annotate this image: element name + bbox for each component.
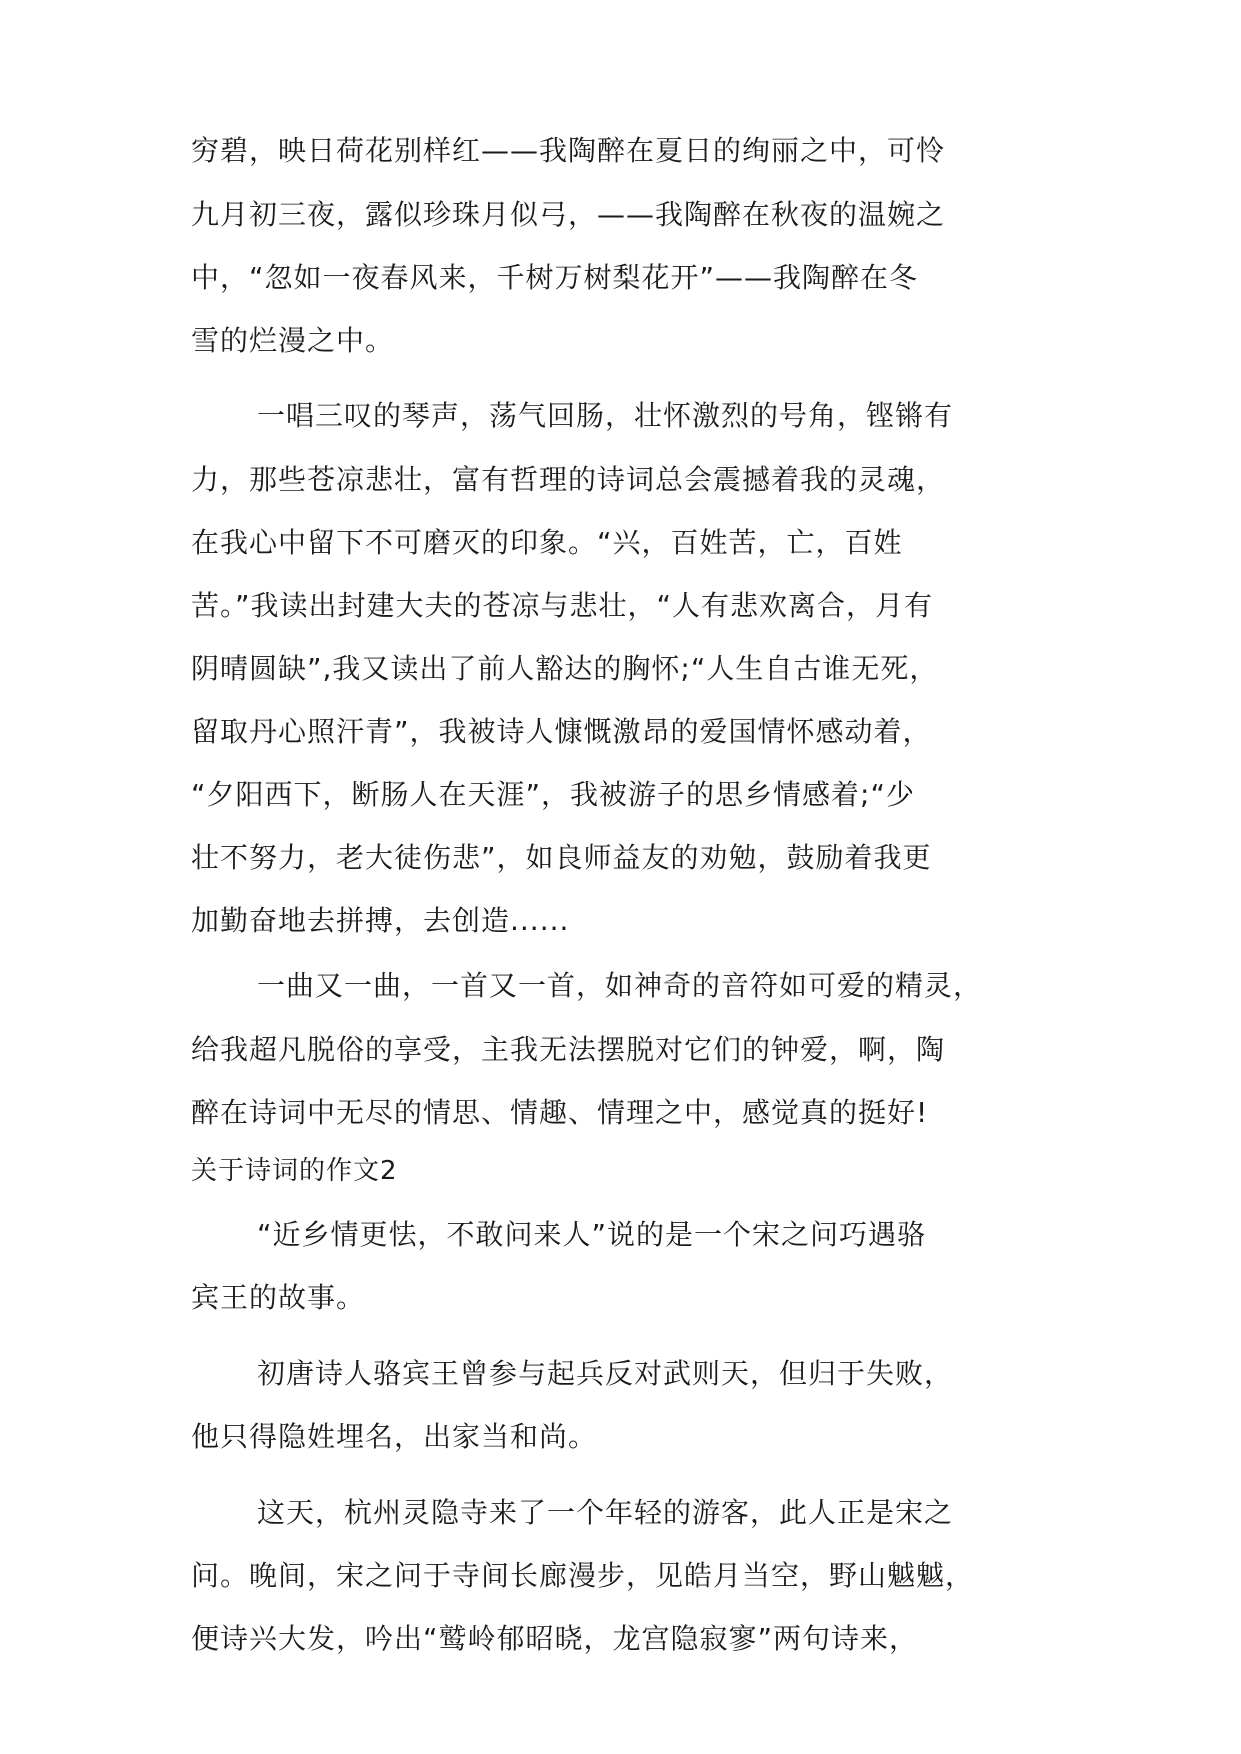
text-line: “夕阳西下，断肠人在天涯”，我被游子的思乡情感着;“少: [191, 778, 915, 811]
text-line: 留取丹心照汗青”，我被诗人慷慨激昂的爱国情怀感动着，: [191, 715, 932, 748]
text-line: 壮不努力，老大徒伤悲”，如良师益友的劝勉，鼓励着我更: [191, 841, 932, 874]
text-line: 力，那些苍凉悲壮，富有哲理的诗词总会震撼着我的灵魂，: [191, 463, 946, 496]
paragraph-first-line: 初唐诗人骆宾王曾参与起兵反对武则天，但归于失败，: [257, 1357, 954, 1390]
text-line: 在我心中留下不可磨灭的印象。“兴，百姓苦，亡，百姓: [191, 526, 903, 559]
text-line: 苦。”我读出封建大夫的苍凉与悲壮，“人有悲欢离合，月有: [191, 589, 934, 622]
text-line: 醉在诗词中无尽的情思、情趣、情理之中，感觉真的挺好!: [191, 1096, 929, 1129]
text-line: 他只得隐姓埋名，出家当和尚。: [191, 1420, 598, 1453]
section-heading: 关于诗词的作文2: [191, 1156, 398, 1186]
text-line: 穷碧，映日荷花别样红——我陶醉在夏日的绚丽之中，可怜: [191, 134, 946, 167]
paragraph-first-line: 一唱三叹的琴声，荡气回肠，壮怀激烈的号角，铿锵有: [257, 399, 954, 432]
text-line: 九月初三夜，露似珍珠月似弓，——我陶醉在秋夜的温婉之: [191, 198, 946, 231]
paragraph-first-line: “近乡情更怯，不敢问来人”说的是一个宋之问巧遇骆: [257, 1218, 927, 1251]
text-line: 加勤奋地去拼搏，去创造......: [191, 904, 570, 937]
text-line: 问。晚间，宋之问于寺间长廊漫步，见皓月当空，野山魆魆，: [191, 1559, 975, 1592]
text-line: 中，“忽如一夜春风来，千树万树梨花开”——我陶醉在冬: [191, 261, 919, 294]
text-line: 便诗兴大发，吟出“鹫岭郁昭晓，龙宫隐寂寥”两句诗来，: [191, 1622, 919, 1655]
paragraph-first-line: 这天，杭州灵隐寺来了一个年轻的游客，此人正是宋之: [257, 1496, 954, 1529]
text-line: 给我超凡脱俗的享受，主我无法摆脱对它们的钟爱，啊，陶: [191, 1033, 946, 1066]
text-line: 雪的烂漫之中。: [191, 324, 395, 357]
text-line: 阴晴圆缺”,我又读出了前人豁达的胸怀;“人生自古谁无死，: [191, 652, 939, 685]
paragraph-first-line: 一曲又一曲，一首又一首，如神奇的音符如可爱的精灵，: [257, 969, 983, 1002]
text-line: 宾王的故事。: [191, 1281, 366, 1314]
